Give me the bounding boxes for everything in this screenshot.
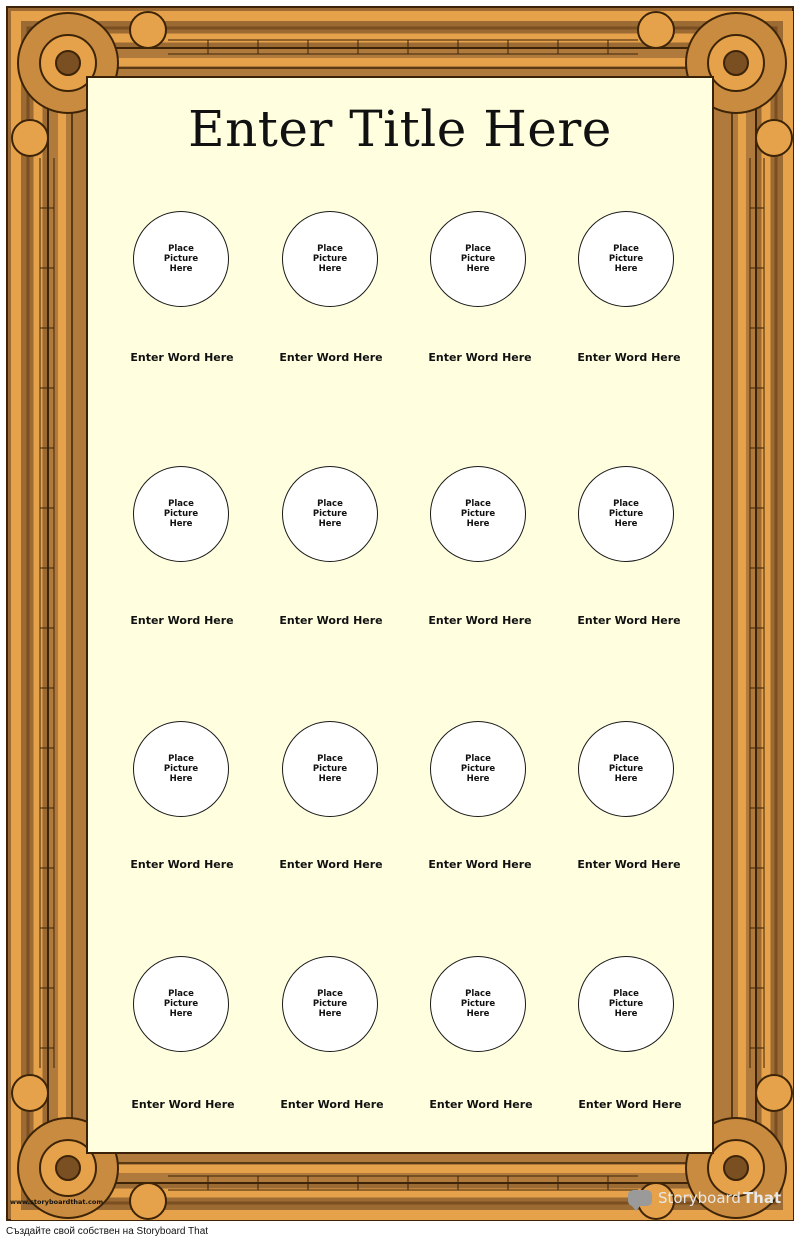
- picture-placeholder[interactable]: [578, 956, 674, 1052]
- word-label[interactable]: Enter Word Here: [130, 351, 234, 364]
- word-label[interactable]: Enter Word Here: [130, 858, 234, 871]
- poster-title[interactable]: Enter Title Here: [188, 100, 612, 158]
- logo-main-text: Storyboard: [658, 1189, 741, 1207]
- picture-placeholder-label: Place Picture Here: [460, 754, 496, 784]
- word-label[interactable]: Enter Word Here: [428, 351, 532, 364]
- picture-placeholder[interactable]: [578, 466, 674, 562]
- picture-placeholder-label: Place Picture Here: [163, 989, 199, 1019]
- picture-placeholder-label: Place Picture Here: [608, 244, 644, 274]
- picture-placeholder[interactable]: [430, 956, 526, 1052]
- picture-placeholder[interactable]: [133, 466, 229, 562]
- picture-placeholder[interactable]: [282, 721, 378, 817]
- storyboardthat-logo: [628, 1189, 781, 1207]
- word-label[interactable]: Enter Word Here: [577, 351, 681, 364]
- picture-placeholder-label: Place Picture Here: [312, 989, 348, 1019]
- picture-placeholder-label: Place Picture Here: [312, 754, 348, 784]
- speech-bubble-icon: [628, 1190, 652, 1206]
- picture-placeholder[interactable]: [133, 721, 229, 817]
- picture-placeholder[interactable]: [430, 721, 526, 817]
- word-label[interactable]: Enter Word Here: [131, 1098, 235, 1111]
- word-label[interactable]: Enter Word Here: [130, 614, 234, 627]
- picture-placeholder[interactable]: [282, 956, 378, 1052]
- word-label[interactable]: Enter Word Here: [279, 351, 383, 364]
- picture-placeholder-label: Place Picture Here: [312, 244, 348, 274]
- picture-placeholder-label: Place Picture Here: [460, 989, 496, 1019]
- word-label[interactable]: Enter Word Here: [577, 858, 681, 871]
- footer-create-link[interactable]: Създайте свой собствен на Storyboard That: [6, 1226, 209, 1237]
- word-label[interactable]: Enter Word Here: [578, 1098, 682, 1111]
- picture-placeholder-label: Place Picture Here: [163, 244, 199, 274]
- poster-frame: [6, 6, 794, 1221]
- picture-placeholder-label: Place Picture Here: [608, 989, 644, 1019]
- picture-placeholder[interactable]: [282, 466, 378, 562]
- word-label[interactable]: Enter Word Here: [279, 614, 383, 627]
- picture-placeholder[interactable]: [282, 211, 378, 307]
- picture-placeholder-label: Place Picture Here: [608, 499, 644, 529]
- picture-placeholder[interactable]: [133, 956, 229, 1052]
- word-label[interactable]: Enter Word Here: [429, 1098, 533, 1111]
- word-label[interactable]: Enter Word Here: [280, 1098, 384, 1111]
- picture-placeholder-label: Place Picture Here: [312, 499, 348, 529]
- logo-suffix-text: That: [742, 1189, 782, 1207]
- picture-placeholder-label: Place Picture Here: [608, 754, 644, 784]
- word-label[interactable]: Enter Word Here: [279, 858, 383, 871]
- word-label[interactable]: Enter Word Here: [428, 858, 532, 871]
- word-label[interactable]: Enter Word Here: [577, 614, 681, 627]
- watermark-site-url: www.storyboardthat.com: [10, 1198, 104, 1206]
- picture-placeholder-label: Place Picture Here: [460, 499, 496, 529]
- picture-placeholder[interactable]: [430, 211, 526, 307]
- picture-placeholder[interactable]: [430, 466, 526, 562]
- picture-placeholder-label: Place Picture Here: [163, 499, 199, 529]
- parchment-panel: [86, 76, 714, 1154]
- picture-placeholder[interactable]: [133, 211, 229, 307]
- word-label[interactable]: Enter Word Here: [428, 614, 532, 627]
- picture-placeholder[interactable]: [578, 211, 674, 307]
- picture-placeholder-label: Place Picture Here: [163, 754, 199, 784]
- picture-placeholder-label: Place Picture Here: [460, 244, 496, 274]
- picture-placeholder[interactable]: [578, 721, 674, 817]
